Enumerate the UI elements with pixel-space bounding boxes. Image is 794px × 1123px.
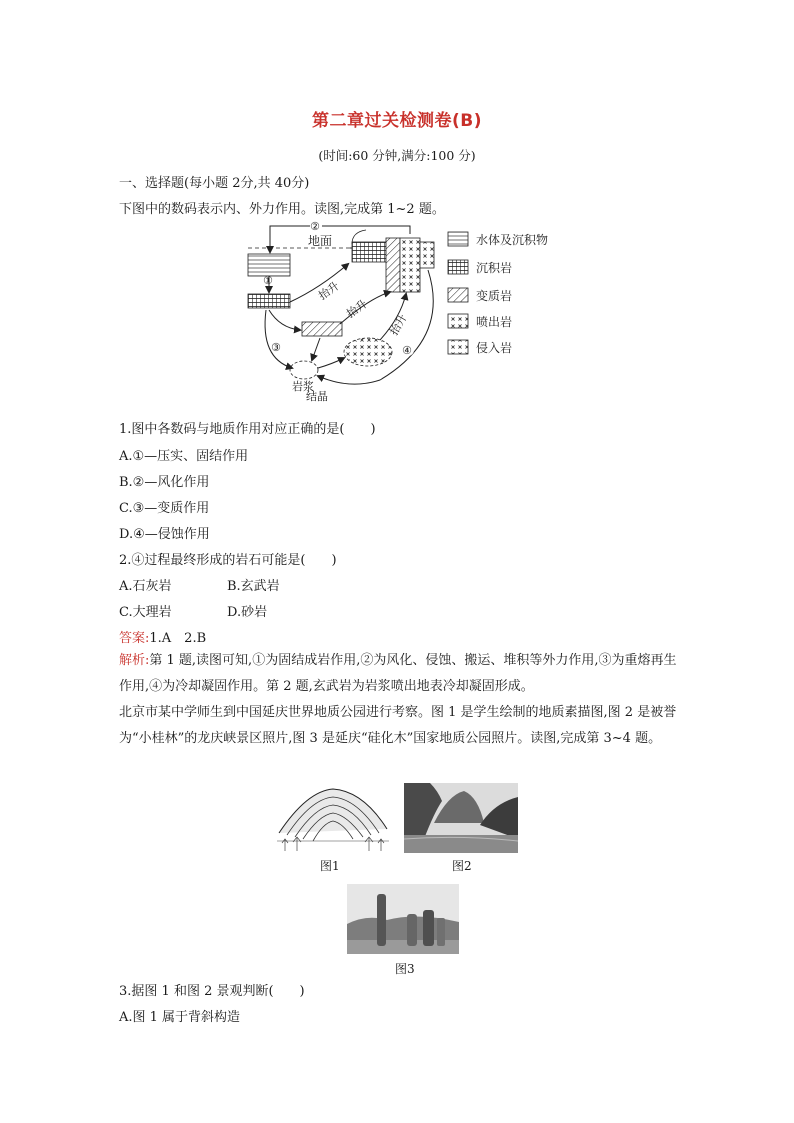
process-2-label: ②	[310, 220, 320, 233]
question-2-option-d[interactable]: D.砂岩	[227, 605, 268, 620]
metamorphic-block	[302, 322, 342, 336]
legend-label-extrusive: 喷出岩	[476, 315, 513, 329]
uplift-label-2: 抬升	[344, 297, 370, 321]
figure-3-photo	[347, 884, 459, 954]
magma-label-2: 结晶	[306, 390, 328, 403]
question-2-option-a[interactable]: A.石灰岩	[119, 579, 172, 594]
question-2-option-b[interactable]: B.玄武岩	[227, 579, 280, 594]
legend-swatch-intrusive	[448, 340, 468, 354]
figure-1-caption: 图1	[320, 859, 340, 873]
legend-label-sedimentary: 沉积岩	[476, 261, 513, 275]
extrusive-rock-right	[420, 242, 434, 268]
question-1-option-a[interactable]: A.①—压实、固结作用	[119, 449, 249, 464]
question-1-option-b[interactable]: B.②—风化作用	[119, 475, 210, 490]
page-title: 第二章过关检测卷(B)	[312, 111, 482, 131]
answer-text: 1.A 2.B	[149, 631, 207, 646]
figure-2-caption: 图2	[452, 859, 472, 873]
question-1-option-c[interactable]: C.③—变质作用	[119, 501, 210, 516]
sedimentary-rock-right	[352, 242, 386, 262]
process-1-label: ①	[263, 274, 273, 287]
process-4-label: ④	[402, 344, 412, 357]
figure-3-caption: 图3	[395, 962, 415, 976]
legend-swatch-metamorphic	[448, 288, 468, 302]
metamorphic-rock-right	[386, 238, 400, 292]
section-heading: 一、选择题(每小题 2分,共 40分)	[119, 176, 310, 191]
question-3-stem: 3.据图 1 和图 2 景观判断( )	[119, 984, 305, 999]
legend-label-metamorphic: 变质岩	[476, 289, 513, 303]
legend-swatch-water	[448, 232, 468, 246]
magma-label: 岩浆	[292, 380, 314, 393]
analysis-paragraph	[119, 648, 679, 700]
answer-line	[119, 627, 206, 646]
legend-label-water: 水体及沉积物	[476, 233, 549, 247]
figure-1-sketch	[277, 783, 389, 853]
analysis-text: 第 1 题,读图可知,①为固结成岩作用,②为风化、侵蚀、搬运、堆积等外力作用,③为重熔再生作用,④为冷却凝固作用。第 2 题,玄武岩为岩浆喷出地表冷却凝固形成。	[119, 653, 677, 694]
answer-label: 答案:	[119, 631, 150, 646]
rock-cycle-diagram	[240, 218, 580, 398]
figure-2-photo	[404, 783, 518, 853]
question-2-stem: 2.④过程最终形成的岩石可能是( )	[119, 553, 337, 568]
uplift-label-3: 抬升	[387, 311, 410, 338]
question-2-option-c[interactable]: C.大理岩	[119, 605, 172, 620]
analysis-label: 解析:	[119, 653, 150, 668]
process-3-label: ③	[271, 341, 281, 354]
question-1-option-d[interactable]: D.④—侵蚀作用	[119, 527, 210, 542]
question-1-stem: 1.图中各数码与地质作用对应正确的是( )	[119, 422, 376, 437]
sedimentary-block-left	[248, 294, 290, 308]
legend-label-intrusive: 侵入岩	[476, 341, 513, 355]
exam-info: (时间:60 分钟,满分:100 分)	[318, 148, 476, 163]
question-3-option-a[interactable]: A.图 1 属于背斜构造	[119, 1010, 241, 1025]
intrusive-rock-right	[400, 238, 420, 292]
legend	[448, 232, 548, 355]
uplift-label-1: 抬升	[316, 279, 342, 303]
intro-text-1: 下图中的数码表示内、外力作用。读图,完成第 1~2 题。	[119, 202, 445, 217]
legend-swatch-sedimentary	[448, 260, 468, 274]
legend-swatch-extrusive	[448, 314, 468, 328]
magma-source	[290, 361, 318, 379]
intrusive-magma-blob	[344, 338, 392, 366]
ground-label: 地面	[308, 234, 333, 248]
intro-text-2: 北京市某中学师生到中国延庆世界地质公园进行考察。图 1 是学生绘制的地质素描图,图 2 是被誉为“小桂林”的龙庆峡景区照片,图 3 是延庆“硅化木”国家地质公园照片。读图,完成第 3~4 题。	[119, 705, 677, 746]
sediment-block	[248, 254, 290, 276]
